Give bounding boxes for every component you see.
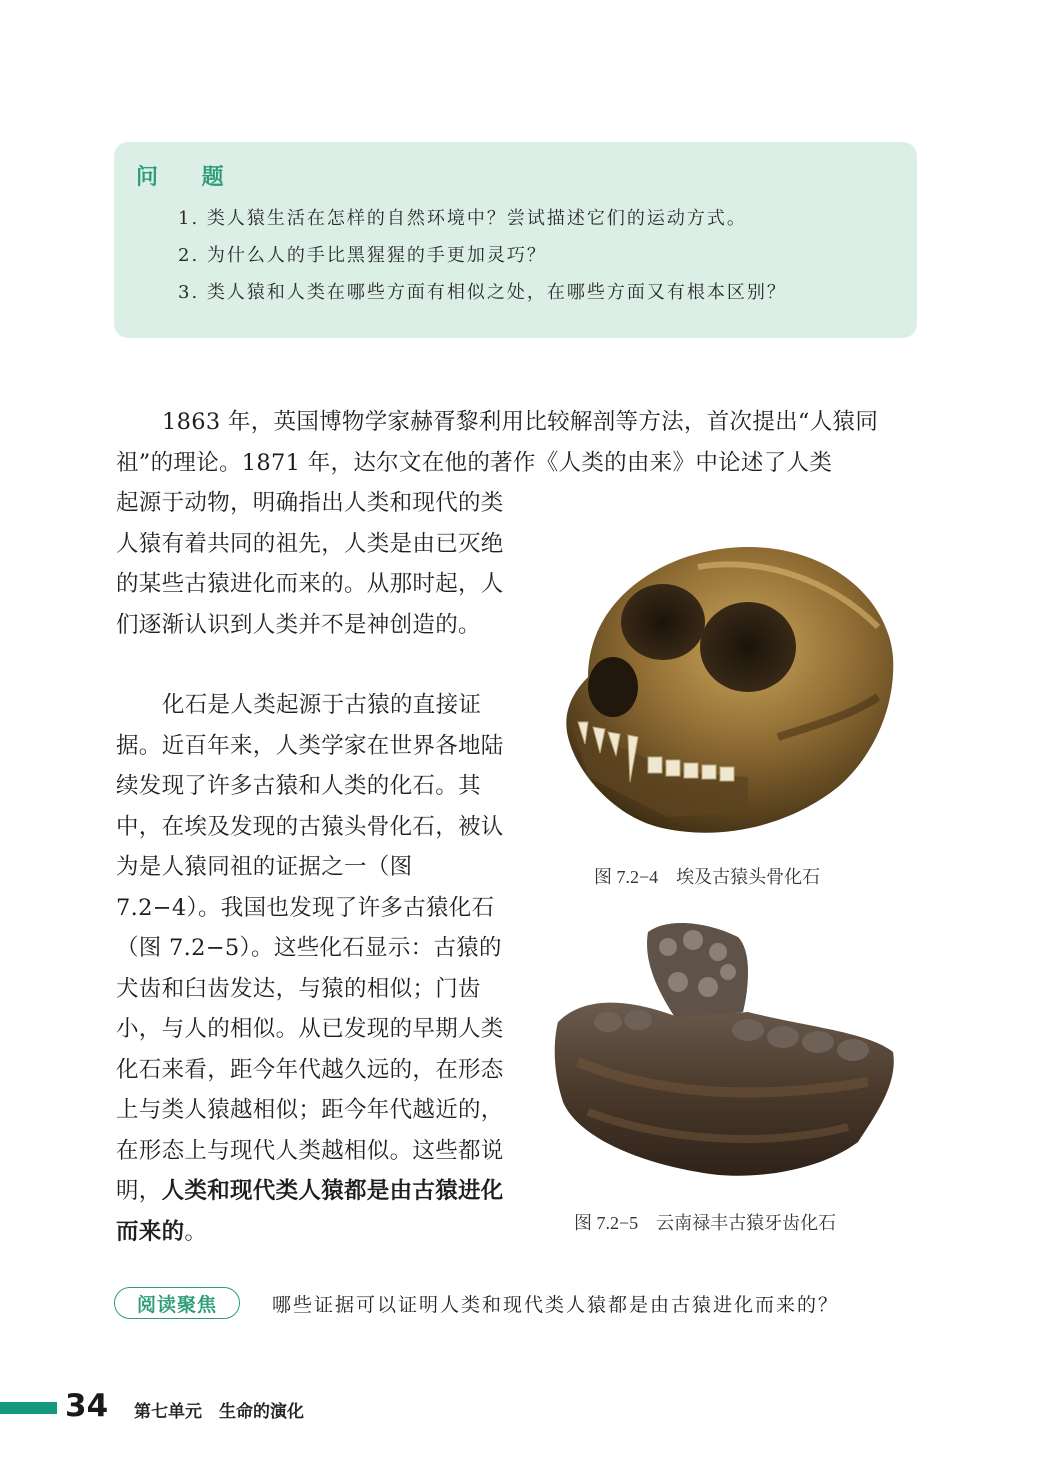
paragraph-2-text: 化石是人类起源于古猿的直接证据。近百年来，人类学家在世界各地陆续发现了许多古猿和人类的化石。其中，在埃及发现的古猿头骨化石，被认为是人猿同祖的证据之一（图 7.2−4）。我国也发现了许多古猿化石（图 7.2−5）。这些化石显示：古猿的犬齿和臼齿发达，与猿的相似；门齿小，与人的相似。从已发现的早期人类化石来看，距今年代越久远的，在形态上与类人猿越相似；距今年代越近的，在形态上与现代人类越相似。这些都说明，	[116, 692, 504, 1204]
question-list	[178, 200, 787, 311]
paragraph-2	[116, 685, 521, 1252]
question-item-2: 2. 为什么人的手比黑猩猩的手更加灵巧？	[178, 245, 547, 266]
question-item-3: 3. 类人猿和人类在哪些方面有相似之处，在哪些方面又有根本区别？	[178, 282, 787, 303]
question-box-title: 问 题	[136, 165, 242, 190]
unit-title: 第七单元 生命的演化	[134, 1402, 304, 1422]
figure-caption-7-2-5: 图 7.2−5 云南禄丰古猿牙齿化石	[574, 1213, 837, 1233]
paragraph-1-head: 1863 年，英国博物学家赫胥黎利用比较解剖等方法，首次提出“人猿同祖”的理论。1871 年，达尔文在他的著作《人类的由来》中论述了人类	[116, 409, 879, 476]
footer-accent-bar	[0, 1402, 57, 1414]
question-box	[114, 142, 917, 338]
egypt-ape-skull-image	[548, 527, 900, 847]
lufeng-ape-jaw-image	[548, 912, 900, 1197]
reading-focus-badge: 阅读聚焦	[114, 1287, 240, 1319]
question-item-1: 1. 类人猿生活在怎样的自然环境中？尝试描述它们的运动方式。	[178, 208, 747, 229]
paragraph-1-tail: 起源于动物，明确指出人类和现代的类人猿有着共同的祖先，人类是由已灭绝的某些古猿进化而来的。从那时起，人们逐渐认识到人类并不是神创造的。	[116, 490, 504, 638]
paragraph-2-bold-conclusion: 人类和现代类人猿都是由古猿进化而来的	[116, 1178, 504, 1245]
page-number: 34	[65, 1388, 109, 1424]
reading-focus-question: 哪些证据可以证明人类和现代类人猿都是由古猿进化而来的？	[272, 1294, 840, 1316]
paragraph-2-end: 。	[184, 1218, 208, 1245]
figure-caption-7-2-4: 图 7.2−4 埃及古猿头骨化石	[594, 867, 821, 887]
